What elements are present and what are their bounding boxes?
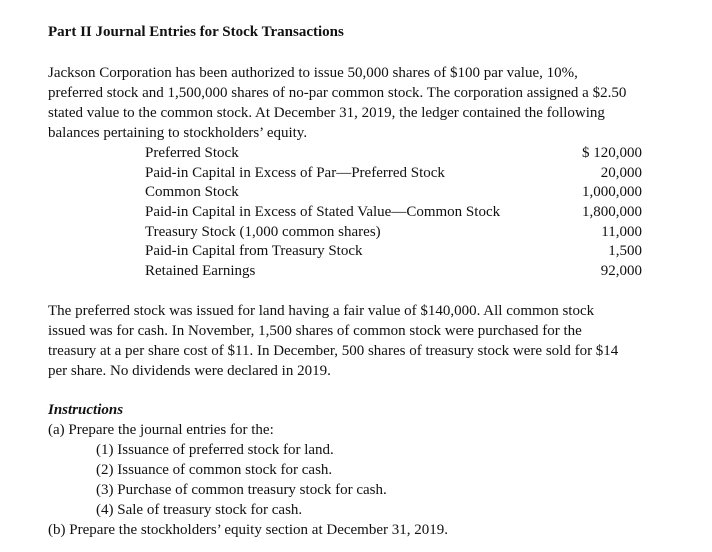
balance-row [145, 261, 642, 281]
balance-amount: 20,000 [600, 164, 642, 181]
intro-line: preferred stock and 1,500,000 shares of no-par common stock. The corporation assigned a $2.50 [48, 85, 627, 101]
section-title: Part II Journal Entries for Stock Transactions [48, 24, 344, 40]
transactions-paragraph [48, 301, 668, 381]
instructions-section [48, 400, 668, 540]
balance-amount: 1,800,000 [582, 204, 642, 221]
balance-amount: 92,000 [600, 263, 642, 280]
balance-amount: 11,000 [601, 223, 642, 240]
instruction-item: (3) Purchase of common treasury stock for cash. [96, 482, 387, 498]
balance-row [145, 241, 642, 261]
balance-label: Preferred Stock [145, 145, 239, 161]
balance-row [145, 222, 642, 242]
intro-line: stated value to the common stock. At December 31, 2019, the ledger contained the following [48, 105, 605, 121]
balance-amount: 1,500 [608, 243, 642, 260]
balance-label: Paid-in Capital in Excess of Par—Preferred Stock [145, 164, 445, 181]
balance-row [145, 182, 642, 202]
intro-line: balances pertaining to stockholders’ equity. [48, 125, 308, 141]
intro-line: Jackson Corporation has been authorized to issue 50,000 shares of $100 par value, 10%, [48, 65, 578, 81]
balances-list [145, 143, 642, 281]
instruction-item: (4) Sale of treasury stock for cash. [96, 502, 303, 518]
balance-row [145, 202, 642, 222]
instruction-item: (2) Issuance of common stock for cash. [96, 462, 333, 478]
instruction-item: (1) Issuance of preferred stock for land. [96, 442, 334, 458]
paragraph-line: treasury at a per share cost of $11. In December, 500 shares of treasury stock were sold for $14 [48, 343, 619, 359]
balance-label: Retained Earnings [145, 263, 256, 280]
paragraph-line: issued was for cash. In November, 1,500 shares of common stock were purchased for the [48, 323, 582, 339]
instructions-heading: Instructions [48, 402, 124, 418]
balance-label: Common Stock [145, 184, 239, 201]
balance-amount: $ 120,000 [582, 145, 642, 161]
instruction-part-a: (a) Prepare the journal entries for the: [48, 422, 274, 438]
paragraph-line: per share. No dividends were declared in 2019. [48, 363, 331, 379]
balance-label: Paid-in Capital in Excess of Stated Value—Common Stock [145, 204, 501, 221]
balance-row [145, 163, 642, 183]
balance-label: Paid-in Capital from Treasury Stock [145, 243, 363, 260]
instruction-part-b: (b) Prepare the stockholders’ equity section at December 31, 2019. [48, 522, 449, 538]
paragraph-line: The preferred stock was issued for land having a fair value of $140,000. All common stock [48, 303, 595, 319]
balance-label: Treasury Stock (1,000 common shares) [145, 223, 381, 240]
balance-amount: 1,000,000 [582, 184, 642, 201]
balance-row [145, 143, 642, 163]
intro-paragraph [48, 63, 668, 143]
